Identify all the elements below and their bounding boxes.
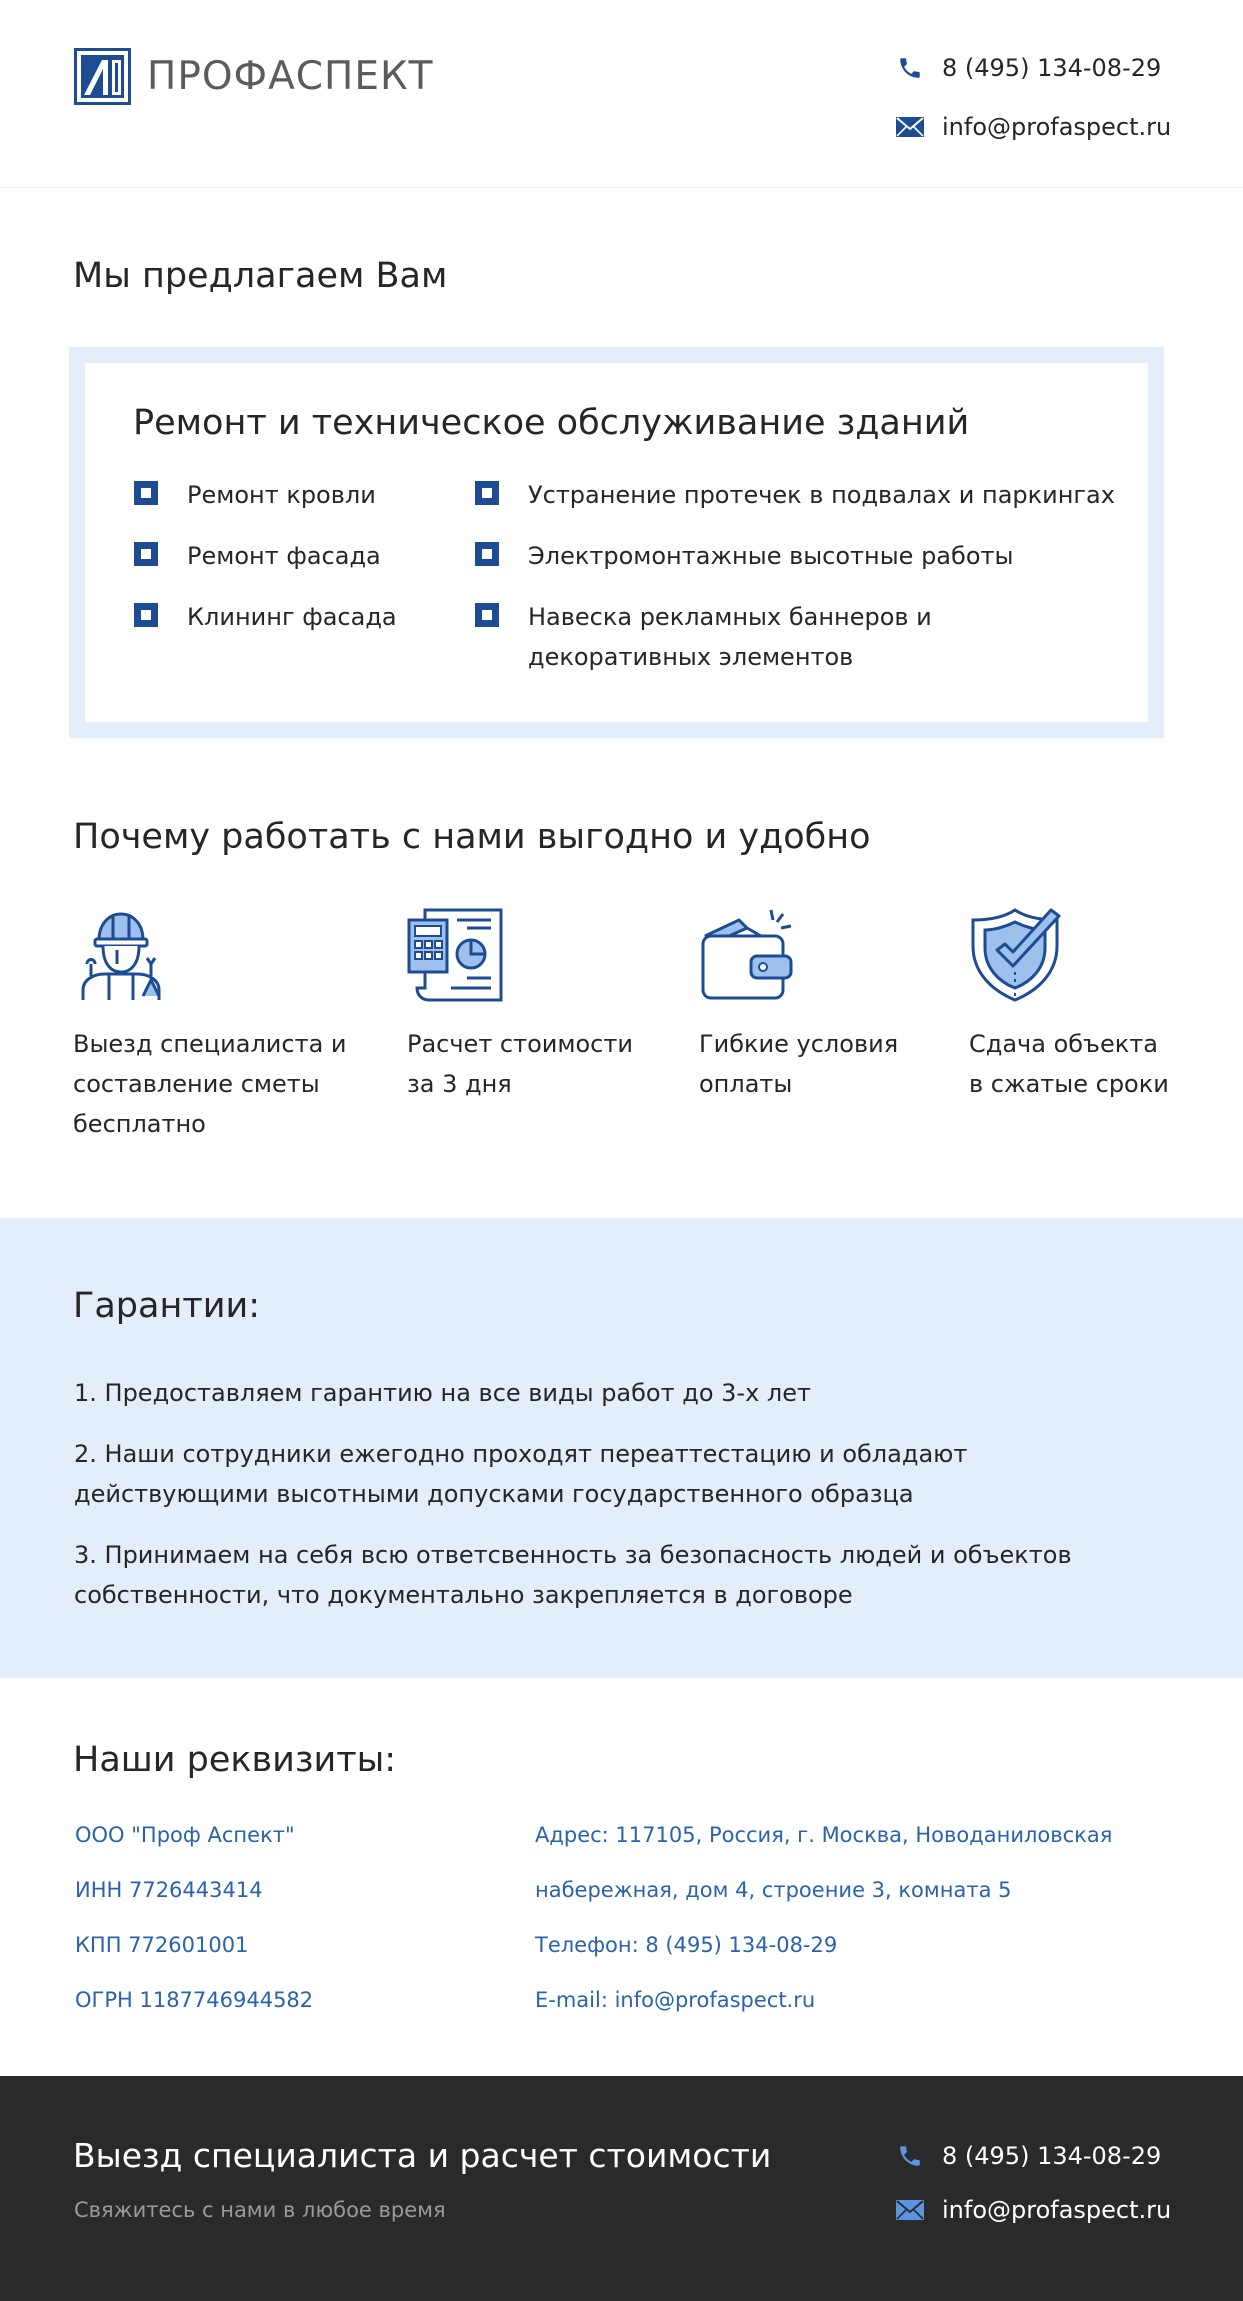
requisite-item: ООО "Проф Аспект": [75, 1823, 295, 1847]
service-item: [475, 475, 1115, 515]
footer-subtitle: Свяжитесь с нами в любое время: [74, 2198, 446, 2222]
logo[interactable]: [74, 48, 434, 105]
services-box: [69, 347, 1164, 738]
footer-title: Выезд специалиста и расчет стоимости: [73, 2136, 772, 2175]
feature-text: Сдача объекта в сжатые сроки: [969, 1030, 1169, 1098]
service-item: [475, 597, 1115, 677]
feature-text: Расчет стоимости за 3 дня: [407, 1030, 633, 1098]
square-bullet-icon: [475, 603, 499, 627]
header-phone[interactable]: [896, 54, 1161, 82]
service-item-label: Ремонт кровли: [187, 481, 376, 509]
square-bullet-icon: [475, 481, 499, 505]
feature-card: [73, 906, 363, 1144]
guarantees-heading: Гарантии:: [73, 1286, 261, 1326]
logo-mark-icon: [74, 48, 131, 105]
square-bullet-icon: [134, 603, 158, 627]
services-title: Ремонт и техническое обслуживание зданий: [133, 403, 970, 443]
services-box-inner: [85, 363, 1148, 722]
requisites-heading: Наши реквизиты:: [73, 1740, 397, 1780]
requisite-item: Адрес: 117105, Россия, г. Москва, Новоданиловская: [535, 1823, 1113, 1847]
header-email-text: info@profaspect.ru: [942, 113, 1172, 141]
phone-icon: [896, 54, 924, 82]
service-item-label: Ремонт фасада: [187, 542, 381, 570]
feature-card: [407, 906, 647, 1104]
service-item-label: Электромонтажные высотные работы: [528, 542, 1014, 570]
why-heading: Почему работать с нами выгодно и удобно: [73, 817, 871, 857]
service-item-label: Клининг фасада: [187, 603, 397, 631]
logo-text: ПРОФАСПЕКТ: [147, 54, 434, 99]
header-email[interactable]: [896, 113, 1171, 141]
service-item: [134, 475, 376, 515]
phone-icon: [896, 2142, 924, 2170]
square-bullet-icon: [475, 542, 499, 566]
requisite-item: ИНН 7726443414: [75, 1878, 263, 1902]
header: [0, 0, 1243, 188]
footer-phone-text: 8 (495) 134-08-29: [942, 2142, 1162, 2170]
service-item: [134, 597, 397, 637]
service-item: [475, 536, 1115, 576]
requisite-item[interactable]: E-mail: info@profaspect.ru: [535, 1988, 816, 2012]
requisite-item: КПП 772601001: [75, 1933, 249, 1957]
guarantees-section: [0, 1218, 1243, 1678]
square-bullet-icon: [134, 542, 158, 566]
service-item-label: Навеска рекламных баннеров и декоративных элементов: [528, 603, 932, 671]
guarantee-item: 1. Предоставляем гарантию на все виды работ до 3-х лет: [74, 1379, 811, 1407]
footer-email-text: info@profaspect.ru: [942, 2196, 1172, 2224]
requisite-item[interactable]: Телефон: 8 (495) 134-08-29: [535, 1933, 838, 1957]
requisite-item: ОГРН 1187746944582: [75, 1988, 314, 2012]
calculator-document-icon: [407, 906, 503, 1002]
header-phone-text: 8 (495) 134-08-29: [942, 54, 1162, 82]
service-item: [134, 536, 381, 576]
offer-heading: Мы предлагаем Вам: [73, 256, 448, 296]
shield-check-icon: [969, 906, 1065, 1002]
feature-card: [699, 906, 919, 1104]
wallet-icon: [699, 906, 795, 1002]
feature-text: Гибкие условия оплаты: [699, 1030, 899, 1098]
mail-icon: [896, 113, 924, 141]
guarantee-item: 2. Наши сотрудники ежегодно проходят переаттестацию и обладают действующими высотными допусками государственного образца: [74, 1440, 968, 1508]
feature-text: Выезд специалиста и составление сметы бесплатно: [73, 1030, 347, 1138]
requisite-item: набережная, дом 4, строение 3, комната 5: [535, 1878, 1012, 1902]
footer: [0, 2076, 1243, 2301]
footer-email[interactable]: [896, 2196, 1171, 2224]
footer-phone[interactable]: [896, 2142, 1161, 2170]
mail-icon: [896, 2196, 924, 2224]
guarantee-item: 3. Принимаем на себя всю ответсвенность за безопасность людей и объектов собственности, что документально закрепляется в договоре: [74, 1541, 1072, 1609]
square-bullet-icon: [134, 481, 158, 505]
feature-card: [969, 906, 1179, 1104]
specialist-icon: [73, 906, 169, 1002]
service-item-label: Устранение протечек в подвалах и паркингах: [528, 481, 1115, 509]
